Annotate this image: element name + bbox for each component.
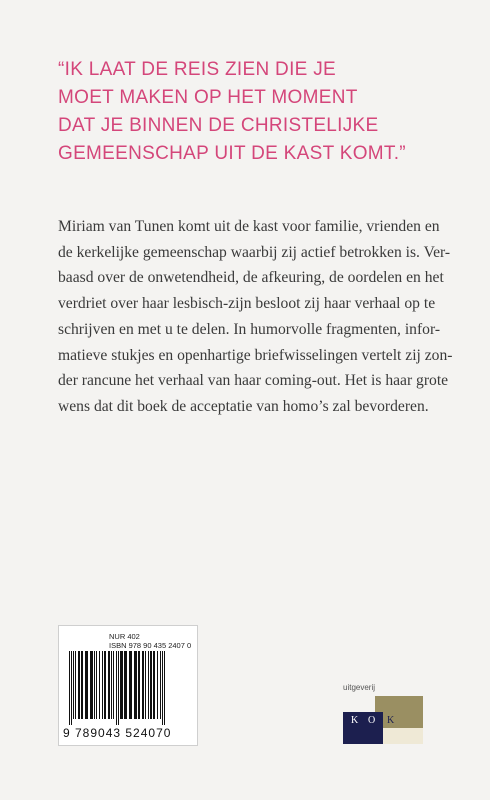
blurb-line: baasd over de onwetendheid, de afkeuring, de oordelen en het [58, 269, 444, 287]
barcode-bars [63, 651, 193, 725]
blurb-line: wens dat dit boek de acceptatie van homo’s zal bevorderen. [58, 397, 429, 415]
blurb-line: der rancune het verhaal van haar coming-out. Het is haar grote [58, 372, 449, 390]
barcode-digits: 9 789043 524070 [63, 726, 172, 740]
barcode-label [58, 625, 198, 746]
blurb-line: de kerkelijke gemeenschap waarbij zij actief betrokken is. Ver- [58, 243, 451, 261]
quote-line: GEMEENSCHAP UIT DE KAST KOMT.” [58, 143, 406, 164]
back-cover-blurb [58, 214, 453, 420]
quote-line: MOET MAKEN OP HET MOMENT [58, 87, 358, 108]
quote-line: DAT JE BINNEN DE CHRISTELIJKE [58, 115, 379, 136]
logo-cream-square [383, 728, 423, 744]
kok-logo [343, 696, 423, 744]
publisher-label: uitgeverij [343, 683, 376, 692]
pull-quote [58, 56, 458, 168]
blurb-line: matieve stukjes en openhartige briefwisselingen vertelt zij zon- [58, 346, 453, 364]
quote-line: “IK LAAT DE REIS ZIEN DIE JE [58, 59, 336, 80]
logo-letter-k: K [387, 715, 395, 726]
isbn-number: ISBN 978 90 435 2407 0 [109, 641, 192, 650]
logo-navy-square [343, 712, 383, 744]
blurb-line: verdriet over haar lesbisch-zijn besloot zij haar verhaal op te [58, 295, 436, 313]
blurb-line: Miriam van Tunen komt uit de kast voor familie, vrienden en [58, 218, 440, 235]
nur-code: NUR 402 [109, 632, 140, 641]
logo-letter-k: K [351, 715, 359, 726]
blurb-line: schrijven en met u te delen. In humorvolle fragmenten, infor- [58, 320, 441, 338]
logo-letter-o: O [368, 715, 376, 726]
